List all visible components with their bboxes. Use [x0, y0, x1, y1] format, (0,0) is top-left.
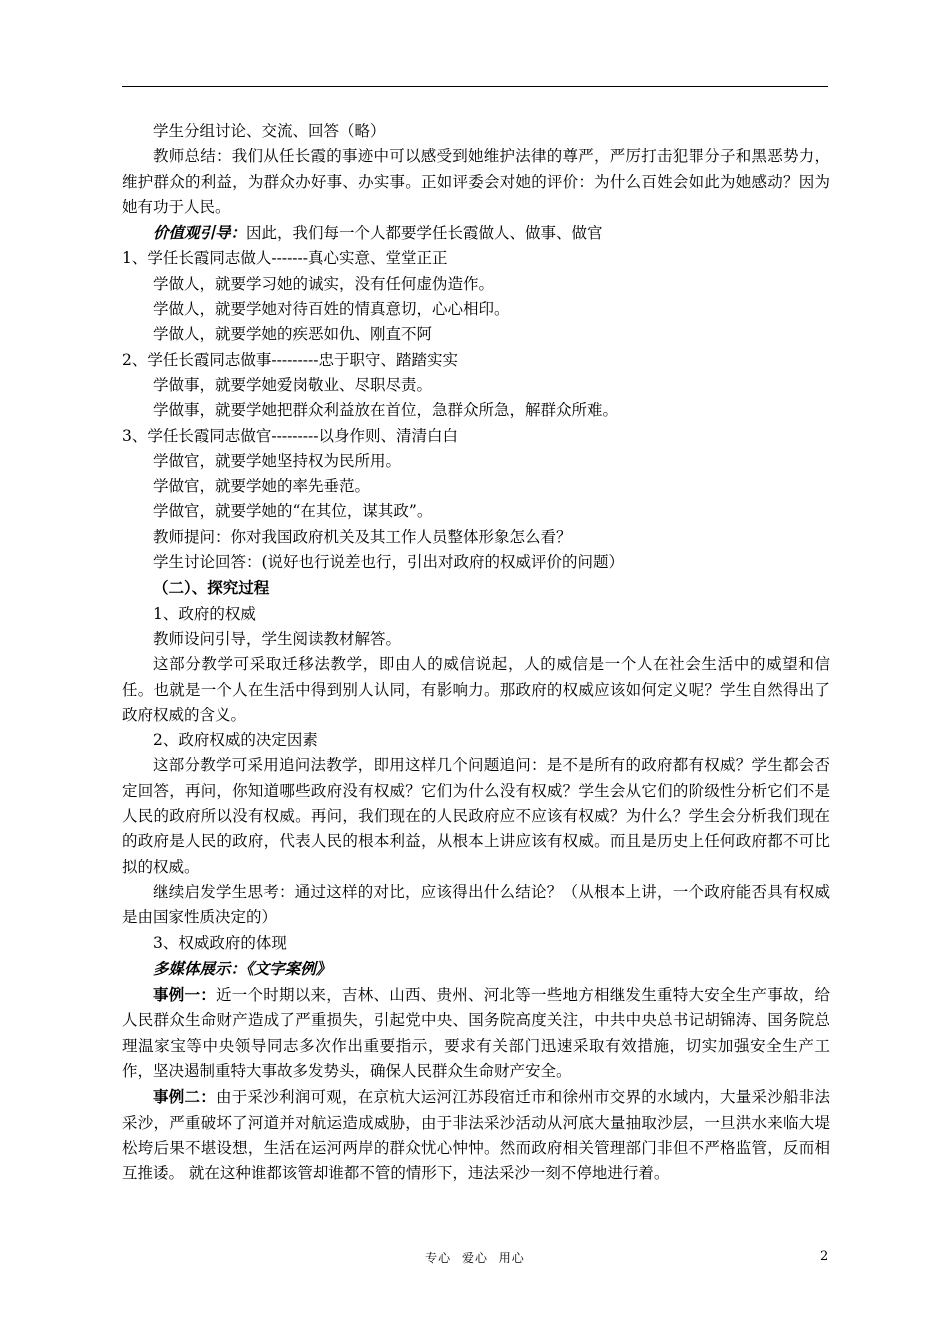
paragraph [122, 575, 830, 601]
page-footer [0, 1249, 950, 1269]
paragraph-text: 因此，我们每一个人都要学任长霞做人、做事、做官 [246, 224, 603, 243]
paragraph-text: 由于采沙利润可观，在京杭大运河江苏段宿迁市和徐州市交界的水域内，大量采沙船非法采沙，严重破坏了河道并对航运造成威胁，由于非法采沙活动从河底大量抽取沙层，一旦洪水来临大堤松垮后果不堪设想，生活在运河两岸的群众忧心忡忡。然而政府相关管理部门非但不严格监管，反而相互推诿。 就在这种谁都该管却谁都不管的情形下，违法采沙一刻不停地进行着。 [122, 1088, 830, 1183]
paragraph [122, 525, 830, 550]
paragraph-lead: （二）、探究过程 [153, 578, 270, 598]
paragraph-text: 学做官，就要学她的“在其位，谋其政”。 [153, 502, 433, 521]
footer-text: 专心 爱心 用心 [425, 1251, 525, 1265]
paragraph [122, 728, 830, 753]
paragraph-text: 1、政府的权威 [153, 604, 256, 623]
paragraph-text: 学做事，就要学她爱岗敬业、尽职尽责。 [153, 375, 433, 394]
paragraph [122, 119, 830, 144]
paragraph [122, 931, 830, 956]
paragraph [122, 348, 830, 373]
paragraph [122, 652, 830, 728]
paragraph [122, 499, 830, 524]
paragraph [122, 550, 830, 575]
paragraph [122, 373, 830, 398]
paragraph-text: 学生分组讨论、交流、回答（略） [153, 122, 386, 140]
paragraph [122, 956, 830, 982]
paragraph [122, 220, 830, 246]
paragraph-text: 学做事，就要学她把群众利益放在首位，急群众所急，解群众所难。 [153, 401, 619, 420]
paragraph [122, 753, 830, 879]
paragraph [122, 474, 830, 499]
paragraph-text: 3、权威政府的体现 [153, 933, 287, 952]
paragraph-text: 学做人，就要学习她的诚实，没有任何虚伪造作。 [153, 274, 495, 293]
page-number: 2 [820, 1249, 829, 1264]
paragraph [122, 602, 830, 627]
paragraph-text: 这部分教学可采用追问法教学，即用这样几个问题追问：是不是所有的政府都有权威？学生都会否定回答，再问，你知道哪些政府没有权威？它们为什么没有权威？学生会从它们的阶级性分析它们不是人民的政府所以没有权威。再问，我们现在的人民政府应不应该有权威？为什么？学生会分析我们现在的政府是人民的政府，代表人民的根本利益，从根本上讲应该有权威。而且是历史上任何政府都不可比拟的权威。 [122, 756, 830, 876]
paragraph [122, 880, 830, 931]
paragraph-text: 教师设问引导，学生阅读教材解答。 [153, 629, 402, 648]
paragraph [122, 1084, 830, 1186]
paragraph-text: 2、学任长霞同志做事---------忠于职守、踏踏实实 [122, 350, 458, 369]
paragraph-text: 继续启发学生思考：通过这样的对比，应该得出什么结论？（从根本上讲，一个政府能否具有权威是由国家性质决定的） [122, 882, 830, 927]
paragraph [122, 144, 830, 220]
paragraph [122, 449, 830, 474]
header-rule [122, 86, 828, 87]
paragraph [122, 297, 830, 322]
paragraph [122, 424, 830, 449]
paragraph-lead: 事例一： [153, 985, 216, 1005]
paragraph-text: 3、学任长霞同志做官---------以身作则、清清白白 [122, 426, 458, 445]
paragraph-text: 近一个时期以来，吉林、山西、贵州、河北等一些地方相继发生重特大安全生产事故，给人民群众生命财产造成了严重损失，引起党中央、国务院高度关注，中共中央总书记胡锦涛、国务院总理温家宝等中央领导同志多次作出重要指示，要求有关部门迅速采取有效措施，切实加强安全生产工作，坚决遏制重特大事故多发势头，确保人民群众生命财产安全。 [122, 986, 830, 1080]
paragraph [122, 627, 830, 652]
paragraph-text: 学做官，就要学她坚持权为民所用。 [153, 451, 402, 470]
paragraph-text: 这部分教学可采取迁移法教学，即由人的威信说起，人的威信是一个人在社会生活中的威望和信任。也就是一个人在生活中得到别人认同，有影响力。那政府的权威应该如何定义呢？学生自然得出了政府权威的含义。 [122, 655, 830, 724]
paragraph-text: 1、学任长霞同志做人-------真心实意、堂堂正正 [122, 249, 448, 268]
paragraph-lead: 多媒体展示：《文字案例》 [153, 958, 332, 978]
document-body [122, 119, 830, 1186]
paragraph [122, 398, 830, 423]
paragraph-text: 教师总结：我们从任长霞的事迹中可以感受到她维护法律的尊严，严厉打击犯罪分子和黑恶势力，维护群众的利益，为群众办好事、办实事。正如评委会对她的评价：为什么百姓会如此为她感动？因为她有功于人民。 [122, 147, 830, 216]
paragraph-text: 学做人，就要学她对待百姓的情真意切，心心相印。 [153, 300, 510, 319]
paragraph-text: 学生讨论回答：(说好也行说差也行，引出对政府的权威评价的问题） [153, 553, 625, 572]
paragraph-lead: 事例二： [153, 1087, 216, 1107]
paragraph-text: 2、政府权威的决定因素 [153, 731, 318, 750]
paragraph [122, 272, 830, 297]
paragraph [122, 246, 830, 271]
paragraph-text: 学做人，就要学她的疾恶如仇、刚直不阿 [153, 325, 433, 344]
paragraph [122, 982, 830, 1084]
paragraph-text: 教师提问：你对我国政府机关及其工作人员整体形象怎么看？ [153, 527, 572, 546]
paragraph-lead: 价值观引导： [153, 223, 247, 243]
paragraph [122, 322, 830, 347]
paragraph-text: 学做官，就要学她的率先垂范。 [153, 477, 371, 496]
